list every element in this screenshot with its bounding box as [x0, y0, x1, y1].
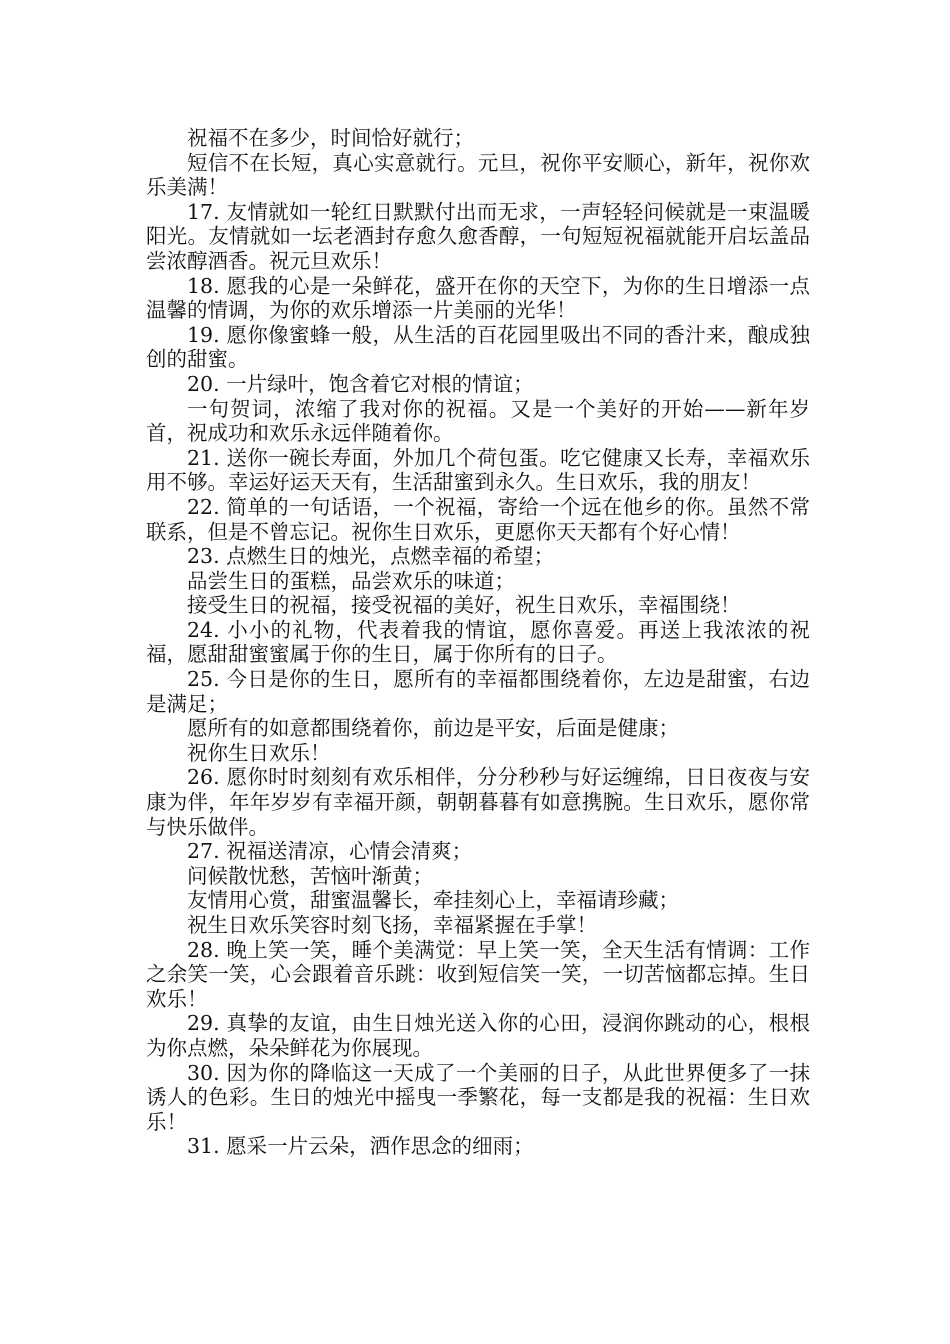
paragraph: 20. 一片绿叶，饱含着它对根的情谊；: [187, 371, 534, 396]
paragraph: 祝你生日欢乐！: [187, 740, 331, 765]
paragraph: 愿所有的如意都围绕着你，前边是平安，后面是健康；: [187, 716, 679, 741]
paragraph: 短信不在长短，真心实意就行。元旦，祝你平安顺心，新年，祝你欢乐美满！: [146, 150, 810, 200]
paragraph: 23. 点燃生日的烛光，点燃幸福的希望；: [187, 544, 555, 569]
paragraph: 品尝生日的蛋糕，品尝欢乐的味道；: [187, 568, 515, 593]
paragraph: 问候散忧愁，苦恼叶渐黄；: [187, 863, 433, 888]
paragraph: 28. 晚上笑一笑，睡个美满觉：早上笑一笑，全天生活有情调：工作之余笑一笑，心会跟着音乐跳：收到短信笑一笑，一切苦恼都忘掉。生日欢乐！: [146, 937, 810, 1011]
paragraph: 友情用心赏，甜蜜温馨长，牵挂刻心上，幸福请珍藏；: [187, 888, 679, 913]
paragraph: 接受生日的祝福，接受祝福的美好，祝生日欢乐，幸福围绕！: [187, 593, 741, 618]
paragraph: 一句贺词，浓缩了我对你的祝福。又是一个美好的开始——新年岁首，祝成功和欢乐永远伴随着你。: [146, 396, 810, 446]
paragraph: 27. 祝福送清凉，心情会清爽；: [187, 839, 473, 864]
paragraph: 祝生日欢乐笑容时刻飞扬，幸福紧握在手掌！: [187, 913, 597, 937]
paragraph: 21. 送你一碗长寿面，外加几个荷包蛋。吃它健康又长寿，幸福欢乐用不够。幸运好运天天有，生活甜蜜到永久。生日欢乐，我的朋友！: [146, 445, 810, 495]
paragraph: 19. 愿你像蜜蜂一般，从生活的百花园里吸出不同的香汁来，酿成独创的甜蜜。: [146, 322, 810, 372]
paragraph: 22. 简单的一句话语，一个祝福，寄给一个远在他乡的你。虽然不常联系，但是不曾忘记。祝你生日欢乐，更愿你天天都有个好心情！: [146, 494, 810, 544]
paragraph: 25. 今日是你的生日，愿所有的幸福都围绕着你，左边是甜蜜，右边是满足；: [146, 667, 810, 716]
paragraph: 29. 真挚的友谊，由生日烛光送入你的心田，浸润你跳动的心，根根为你点燃，朵朵鲜花为你展现。: [146, 1011, 810, 1060]
paragraph: 祝福不在多少，时间恰好就行；: [187, 126, 474, 150]
document-body: [146, 126, 810, 1159]
paragraph: 30. 因为你的降临这一天成了一个美丽的日子，从此世界便多了一抹诱人的色彩。生日的烛光中摇曳一季繁花，每一支都是我的祝福：生日欢乐！: [146, 1060, 810, 1134]
paragraph: 18. 愿我的心是一朵鲜花，盛开在你的天空下，为你的生日增添一点温馨的情调，为你的欢乐增添一片美丽的光华！: [146, 273, 810, 323]
paragraph: 31. 愿采一片云朵，洒作思念的细雨；: [187, 1134, 534, 1159]
paragraph: 24. 小小的礼物，代表着我的情谊，愿你喜爱。再送上我浓浓的祝福，愿甜甜蜜蜜属于你的生日，属于你所有的日子。: [146, 617, 810, 667]
paragraph: 17. 友情就如一轮红日默默付出而无求，一声轻轻问候就是一束温暖阳光。友情就如一坛老酒封存愈久愈香醇，一句短短祝福就能开启坛盖品尝浓醇酒香。祝元旦欢乐！: [146, 199, 810, 273]
paragraph: 26. 愿你时时刻刻有欢乐相伴，分分秒秒与好运缠绵，日日夜夜与安康为伴，年年岁岁有幸福开颜，朝朝暮暮有如意携腕。生日欢乐，愿你常与快乐做伴。: [146, 765, 810, 839]
